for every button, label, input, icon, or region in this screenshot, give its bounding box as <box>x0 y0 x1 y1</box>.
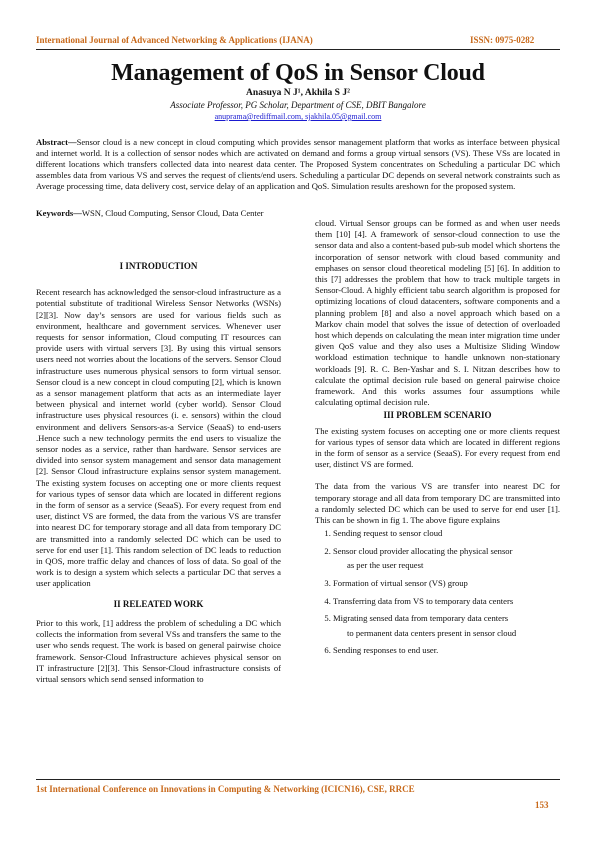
related-work-text-right: cloud. Virtual Sensor groups can be formed as and when user needs them [10] [4]. A framework of sensor-cloud connection to use the sensor data and also a content-based pub-sub model which shortens the incorporation of sensor network with cloud based community and emphases on sensor cloud theoretical modeling [5] [6]. In addition to this [7] addresses the problem that how to track multiple targets in Sensor-Cloud. A highly efficient tabu search algorithm is proposed for optimizing locations of cloud datacenters, software components and a planning problem [8] and also a novel approach which based on a Markov chain model that solves the issue of detection of overloaded host which depends on calculating the mean inter migration time under given QoS value and they also uses a Multisize Sliding Window workload estimation technique to handle unknown non-stationary workloads [9]. R. C. Ben-Yashar and S. I. Nitzan describes how to calculate the optimal decision rule based on general pairwise choice framework. And this works assumes four assumptions while calculating optimal decision rule. <box>315 218 560 408</box>
header-rule <box>36 49 560 50</box>
page-number: 153 <box>535 800 549 810</box>
problem-text-1: The existing system focuses on accepting one or more clients request for various types of sensor data which are located in different regions in the form of sensor as a service (SeaaS). For every request from end user, distinct VS are formed. <box>315 425 560 470</box>
intro-heading: I INTRODUCTION <box>119 261 198 271</box>
keywords-label: Keywords— <box>36 208 82 218</box>
abstract <box>36 137 560 192</box>
left-column <box>36 255 281 685</box>
intro-text: Recent research has acknowledged the sensor-cloud infrastructure as a potential substitute of traditional Wireless Sensor Networks (WSNs) [2][3]. Now day’s sensors are used for various fields such as environment, healthcare and government services. Whenever user requests for sensor information, Cloud computing IT resources can provide users with virtual servers [3]. By using this virtual sensors users need not worries about the locations of the servers. Sensor Cloud infrastructure uses numerous physical sensors to form virtual sensor. Sensor cloud is a new concept in cloud computing [2], which is known as a sensor management platform that acts as an intermediate layer between physical and internet world (cyber world). Sensor Cloud infrastructure uses physical resources (i. e. sensors) within the cloud environment and delivers Sensors-as-a Service (SeaaS) to end-users .Hence such a new technology permits the end users to visualize the sensor nodes as a service, rather than hardware. Sensor services are divided into sensor system management and sensor data management [2]. Sensor Cloud infrastructure explains sensor system management. The existing system focuses on accepting one or more clients request for various types of sensor data which are located in different regions in the form of sensor as a service (SeaaS). For every request from end user, distinct VS are formed, the data from the various VS are transfer into nearest DC for temporary storage and all data from temporary DC are transmitted into a randomly selected DC which can be used to serve for end user [1]. This random selection of DC leads to reduction in QOS, more traffic delay and chances of loss of data. So goal of the work is to design a system which selects a particular DC that serves a user application <box>36 287 281 589</box>
affiliation: Associate Professor, PG Scholar, Department of CSE, DBIT Bangalore <box>170 100 426 110</box>
paper-title: Management of QoS in Sensor Cloud <box>111 60 485 86</box>
list-item: 2. Sensor cloud provider allocating the physical sensor as per the user request <box>333 546 560 571</box>
right-column <box>315 218 560 663</box>
process-steps-list <box>315 528 560 656</box>
footer-rule <box>36 779 560 780</box>
keywords <box>36 208 296 219</box>
problem-scenario-heading: III PROBLEM SCENARIO <box>383 410 492 421</box>
related-work-text-left: Prior to this work, [1] address the problem of scheduling a DC which collects the information from several VSs and transfers the same to the user who sends request. The work is based on general pairwise choice framework. Sensor-Cloud Infrastructure achieves physical sensor on IT infrastructure [2][3]. This Sensor-Cloud infrastructure consists of virtual sensors which send sensed information to <box>36 617 281 684</box>
related-work-heading: II RELEATED WORK <box>113 598 204 609</box>
abstract-text: Sensor cloud is a new concept in cloud computing which provides sensor management platform that works as interface between physical and internet world. It is a collection of sensor nodes which are activated on demand and forms a group virtual sensors (VS). These VSs are located in different locations which transfers collected data into nearest data center. The Proposed System concentrates on Scheduling a particular DC which assembles data from various VS and serves the request of clients/end users. Scheduling a particular DC depends on several network constraints such as Average processing time, data delivery cost, service delay of an application and QoS. Simulation results areshown for the proposed system. <box>36 137 560 192</box>
list-item: 1. Sending request to sensor cloud <box>333 528 560 539</box>
abstract-label: Abstract— <box>36 137 77 147</box>
authors: Anasuya N J¹, Akhila S J² <box>246 88 350 98</box>
problem-text-2: The data from the various VS are transfer into nearest DC for temporary storage and all data from temporary DC are transmitted into a randomly selected DC which can be used to serve for end user [1]. This can be shown in fig 1. The above figure explains <box>315 481 560 526</box>
issn-header: ISSN: 0975-0282 <box>470 35 535 45</box>
author-emails[interactable]: anuprama@rediffmail.com, sjakhila.05@gmail.com <box>214 112 382 121</box>
list-item: 6. Sending responses to end user. <box>333 645 560 656</box>
list-item: 4. Transferring data from VS to temporary data centers <box>333 596 560 607</box>
list-item: 3. Formation of virtual sensor (VS) group <box>333 578 560 589</box>
keywords-text: WSN, Cloud Computing, Sensor Cloud, Data Center <box>81 208 264 218</box>
list-item: 5. Migrating sensed data from temporary data centers to permanent data centers present in sensor cloud <box>333 613 560 638</box>
conference-footer: 1st International Conference on Innovations in Computing & Networking (ICICN16), CSE, RRCE <box>36 784 415 794</box>
journal-header: International Journal of Advanced Networking & Applications (IJANA) <box>36 35 313 45</box>
